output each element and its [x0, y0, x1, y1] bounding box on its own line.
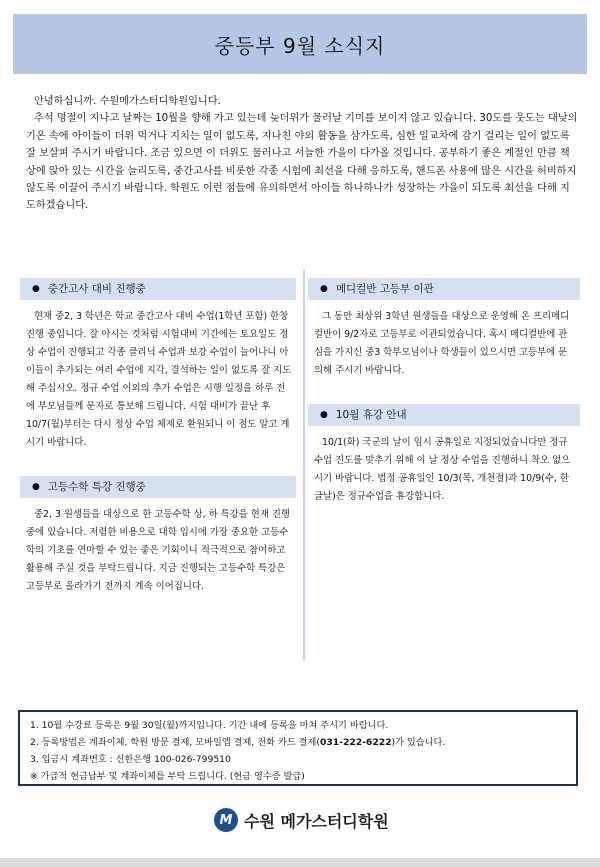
registration-notice	[18, 710, 578, 786]
section-title-text: 10월 휴강 안내	[335, 409, 407, 421]
bottom-bar	[0, 858, 600, 867]
notice-line-2	[30, 734, 566, 751]
section-body-highmath: 중2, 3 원생들을 대상으로 한 고등수학 상, 하 특강을 현재 진행 중에 있습니다. 저렴한 비용으로 대학 입시에 가장 중요한 고등수학의 기초를 연마할 수 있는 좋은 기회이니 적극적으로 참여하고 활용해 주실 것을 부탁드립니다. 지금 진행되는 고등수학 특강은 고등부로 올라가기 전까지 계속 이어집니다.	[26, 509, 290, 592]
academy-logo	[214, 806, 389, 834]
section-title-text: 중간고사 대비 진행중	[47, 283, 146, 295]
bullet-icon: ●	[320, 410, 328, 420]
bullet-icon: ●	[32, 284, 40, 294]
intro-body: 추석 명절이 지나고 날짜는 10월을 향해 가고 있는데 늦더위가 물러날 기미를 보이지 않고 있습니다. 30도를 웃도는 대낮의 기온 속에 아이들이 더위 먹거나 지치는 일이 없도록, 지나친 야외 활동을 삼가도록, 심한 일교차에 감기 걸리는 일이 없도록 잘 보살펴 주시기 바랍니다. 조금 있으면 이 더위도 물러나고 서늘한 가을이 다가올 것입니다. 공부하기 좋은 계절인 만큼 책상에 앉아 있는 시간을 늘리도록, 중간고사를 비롯한 각종 시험에 최선을 다해 응하도록, 핸드폰 사용에 많은 시간을 허비하지 않도록 이끌어 주시기 바랍니다. 학원도 이런 점들에 유의하면서 아이들 하나하나가 성장하는 가을이 되도록 최선을 다해 지도하겠습니다.	[26, 113, 578, 212]
bullet-icon: ●	[320, 284, 328, 294]
section-title-midterm	[20, 278, 296, 300]
column-divider	[303, 270, 305, 660]
notice-line-2-suffix: )가 있습니다.	[391, 737, 446, 748]
notice-line-3: 3. 입금시 계좌번호 : 신한은행 100-026-799510	[30, 754, 231, 765]
section-title-text: 고등수학 특강 진행중	[47, 481, 146, 493]
section-title-text: 메디컬반 고등부 이관	[335, 283, 434, 295]
left-column	[20, 278, 296, 596]
section-title-medical	[308, 278, 580, 300]
bullet-icon: ●	[32, 482, 40, 492]
header-banner	[13, 14, 587, 74]
phone-number: 031-222-6222	[319, 737, 392, 748]
section-body-midterm: 현재 중2, 3 학년은 학교 중간고사 대비 수업(1학년 포함) 한창 진행 중입니다. 잘 아시는 것처럼 시험대비 기간에는 토요일도 정상 수업이 진행되고 각종 클리닉 수업과 보강 수업이 늘어나니 아이들이 추가되는 여러 수업에 지각, 결석하는 일이 없도록 잘 지도해 주십시오. 정규 수업 이외의 추가 수업은 시행 일정을 하루 전에 부모님들께 문자로 통보해 드립니다. 시험 대비가 끝난 후 10/7(월)부터는 다시 정상 수업 체제로 환원되니 이 점도 알고 계시기 바랍니다.	[26, 311, 292, 448]
intro-text	[26, 93, 578, 215]
notice-line-4: ※ 가급적 현금납부 및 계좌이체를 부탁 드립니다. (현금 영수증 발급)	[30, 771, 305, 782]
section-title-highmath	[20, 476, 296, 498]
right-column	[308, 278, 580, 506]
section-title-holiday	[308, 404, 580, 426]
logo-mark-icon: M	[214, 808, 238, 832]
section-body-holiday: 10/1(화) 국군의 날이 임시 공휴일로 지정되었습니다만 정규 수업 진도를 맞추기 위해 이 날 정상 수업을 진행하니 착오 없으시기 바랍니다. 법정 공휴일인 10/3(목, 개천절)과 10/9(수, 한글날)은 정규수업을 휴강합니다.	[314, 437, 571, 502]
notice-line-2-prefix: 2. 등록방법은 계좌이체, 학원 방문 결제, 모바일앱 결제, 전화 카드 결제(	[30, 737, 320, 748]
logo-text: 수원 메가스터디학원	[244, 811, 389, 831]
intro-greeting: 안녕하십니까. 수원메가스터디학원입니다.	[34, 96, 221, 107]
section-body-medical: 그 동안 최상위 3학년 원생들을 대상으로 운영해 온 프리메디컬반이 9/2자로 고등부로 이관되었습니다. 혹시 메디컬반에 관심을 가지신 중3 학부모님이나 학생들이 있으시면 고등부에 문의해 주시기 바랍니다.	[314, 311, 570, 376]
page-title: 중등부 9월 소식지	[214, 33, 386, 58]
notice-line-1: 1. 10월 수강료 등록은 9월 30일(월)까지입니다. 기간 내에 등록을 마쳐 주시기 바랍니다.	[30, 720, 389, 731]
